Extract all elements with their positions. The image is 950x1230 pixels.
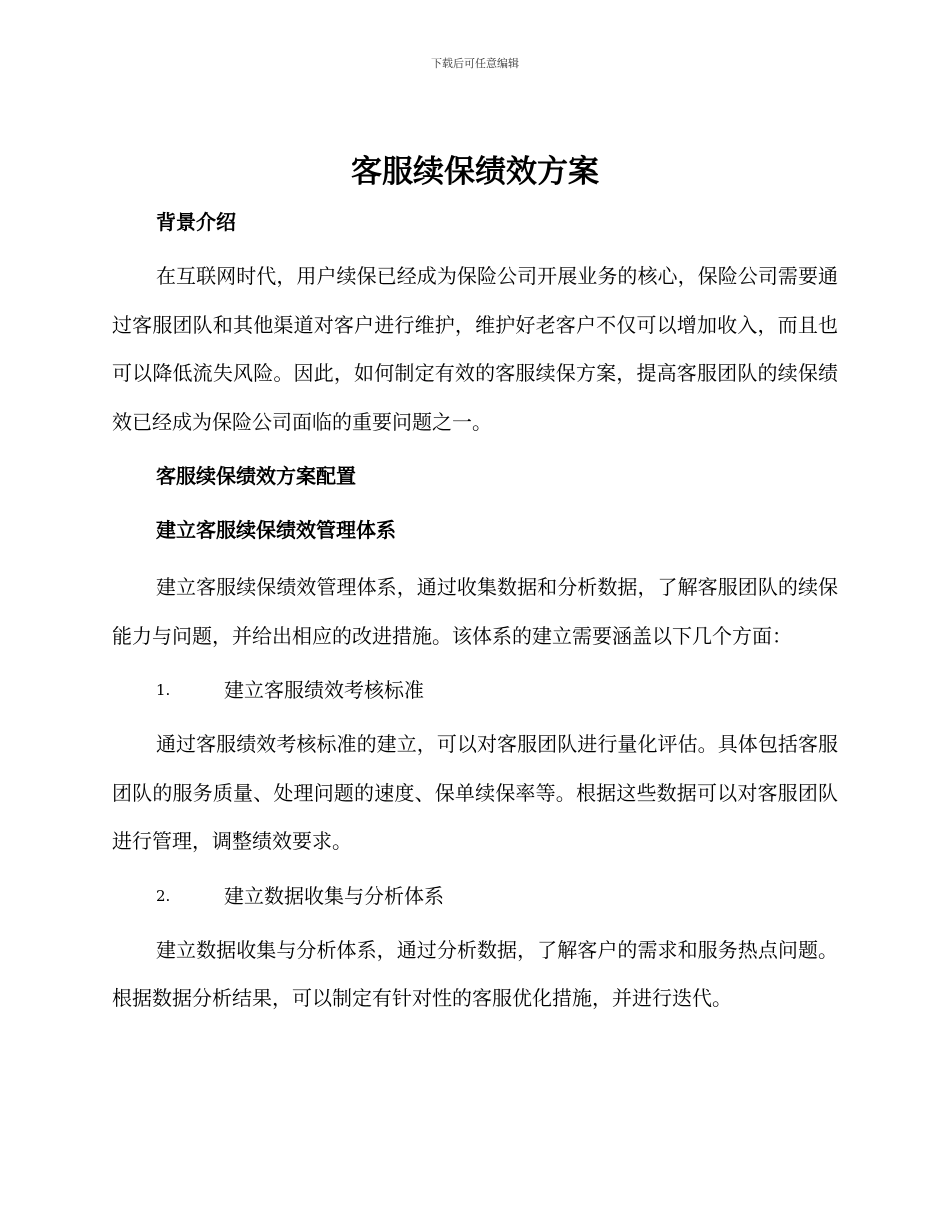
section-heading-config: 客服续保绩效方案配置	[156, 464, 356, 488]
section-heading-system: 建立客服续保绩效管理体系	[156, 518, 396, 542]
list-label: 建立客服绩效考核标准	[224, 678, 424, 702]
list-item-1	[112, 669, 838, 711]
header-note: 下载后可任意编辑	[431, 57, 519, 70]
document-title: 客服续保绩效方案	[351, 154, 599, 190]
section-heading-background: 背景介绍	[156, 210, 236, 234]
list-number: 1.	[156, 681, 171, 699]
list-number: 2.	[156, 886, 171, 905]
paragraph-system: 建立客服续保绩效管理体系，通过收集数据和分析数据，了解客服团队的续保能力与问题，并给出相应的改进措施。该体系的建立需要涵盖以下几个方面：	[112, 575, 838, 648]
document-body	[112, 201, 838, 1023]
paragraph-item-1: 通过客服绩效考核标准的建立，可以对客服团队进行量化评估。具体包括客服团队的服务质量、处理问题的速度、保单续保率等。根据这些数据可以对客服团队进行管理，调整绩效要求。	[112, 732, 838, 853]
paragraph-background: 在互联网时代，用户续保已经成为保险公司开展业务的核心，保险公司需要通过客服团队和其他渠道对客户进行维护，维护好老客户不仅可以增加收入，而且也可以降低流失风险。因此，如何制定有效的客服续保方案，提高客服团队的续保绩效已经成为保险公司面临的重要问题之一。	[112, 264, 838, 434]
list-label: 建立数据收集与分析体系	[224, 883, 444, 908]
list-item-2	[112, 875, 838, 917]
paragraph-item-2: 建立数据收集与分析体系，通过分析数据，了解客户的需求和服务热点问题。根据数据分析结果，可以制定有针对性的客服优化措施，并进行迭代。	[112, 937, 838, 1010]
